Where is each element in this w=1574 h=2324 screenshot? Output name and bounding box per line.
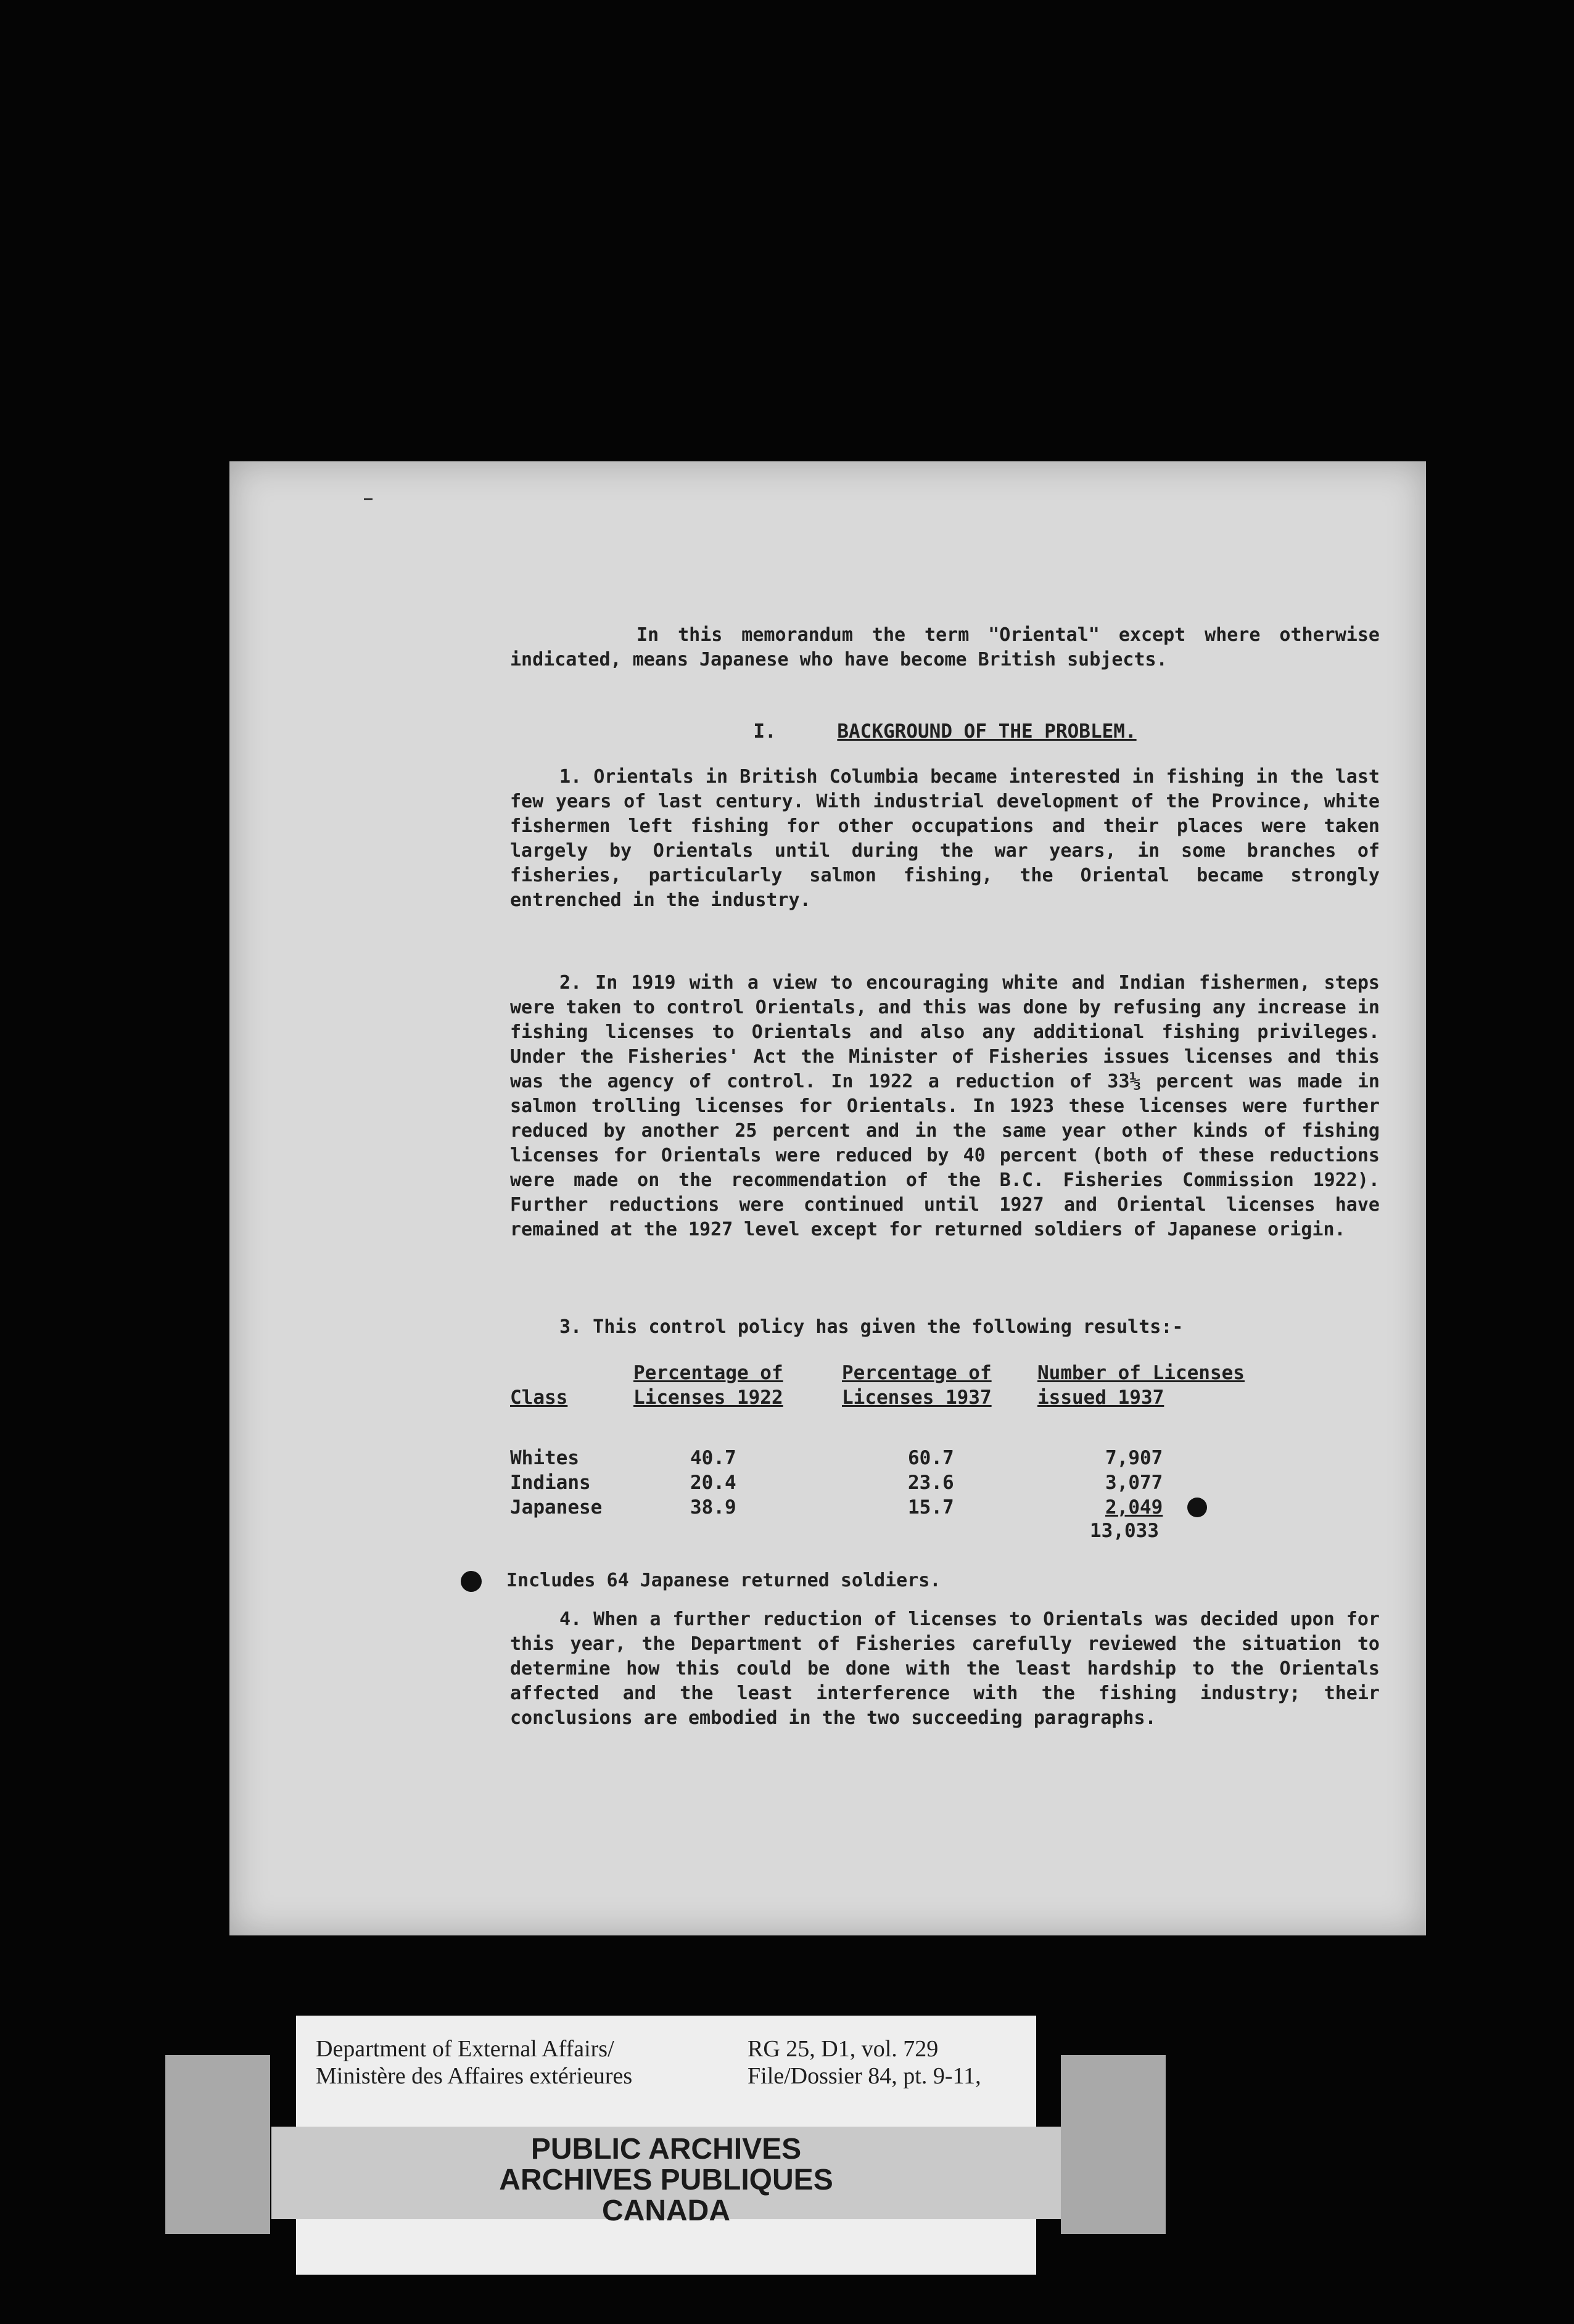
footnote-marker-icon [1187,1498,1207,1517]
document-page [229,461,1426,1935]
table-header-1922: Percentage of Licenses 1922 [633,1362,783,1409]
intro-paragraph: In this memorandum the term "Oriental" except where otherwise indicated, means Japanese who have become British subjects. [510,624,1380,670]
public-archives-stamp [419,2134,913,2227]
file-dossier: File/Dossier 84, pt. 9-11, [748,2063,981,2089]
table-cell: 3,077 [1105,1472,1163,1494]
table-cell: 60.7 [908,1447,954,1469]
table-cell: Japanese [510,1496,603,1518]
section-number: I. [753,720,777,743]
table-cell: 7,907 [1105,1447,1163,1469]
archive-label-department [316,2035,632,2090]
stamp-line: CANADA [602,2194,730,2227]
table-header-licenses: Number of Licenses issued 1937 [1037,1362,1245,1409]
table-cell: 23.6 [908,1472,954,1494]
department-english: Department of External Affairs/ [316,2036,614,2062]
label-mount-left [165,2055,270,2234]
table-header-class: Class [510,1387,568,1409]
footnote-text: Includes 64 Japanese returned soldiers. [506,1570,941,1591]
table-cell: 15.7 [908,1496,954,1518]
page-tick-mark [364,498,373,500]
table-total: 13,033 [1090,1520,1159,1542]
table-cell: 40.7 [690,1447,736,1469]
section-title: BACKGROUND OF THE PROBLEM. [837,720,1137,743]
section-heading [510,719,1380,744]
paragraph-4: 4. When a further reduction of licenses to Orientals was decided upon for this year, the Department of Fisheries carefully reviewed the situation to determine how this could be done with the least hardship to the Orientals affected and the least interference with the fishing industry; their conclusions are embodied in the two succeeding paragraphs. [510,1609,1380,1729]
record-group: RG 25, D1, vol. 729 [748,2036,939,2062]
stamp-line: PUBLIC ARCHIVES [530,2133,802,2165]
label-mount-right [1061,2055,1166,2234]
stamp-line: ARCHIVES PUBLIQUES [499,2164,833,2196]
table-cell: Whites [510,1447,579,1469]
table-cell: Indians [510,1472,591,1494]
table-header-1937: Percentage of Licenses 1937 [842,1362,992,1409]
table-cell: 2,049 [1105,1496,1163,1518]
table-cell: 20.4 [690,1472,736,1494]
paragraph-1: 1. Orientals in British Columbia became interested in fishing in the last few years of last century. With industrial development of the Province, white fishermen left fishing for other occupations and their places were taken largely by Orientals until during the war years, in some branches of fisheries, particularly salmon fishing, the Oriental became strongly entrenched in the industry. [510,766,1380,911]
archive-label-reference [748,2035,981,2090]
table-cell: 38.9 [690,1496,736,1518]
footnote-marker-icon [461,1571,482,1592]
footnote [461,1568,1386,1593]
department-french: Ministère des Affaires extérieures [316,2063,633,2089]
paragraph-2: 2. In 1919 with a view to encouraging white and Indian fishermen, steps were taken to control Orientals, and this was done by refusing any increase in fishing licenses to Orientals and also any additional fishing privileges. Under the Fisheries' Act the Minister of Fisheries issues licenses and this was the agency of control. In 1922 a reduction of 33⅓ percent was made in salmon trolling licenses for Orientals. In 1923 these licenses were further reduced by another 25 percent and in the same year other kinds of fishing licenses for Orientals were reduced by 40 percent (both of these reductions were made on the recommendation of the B.C. Fisheries Commission 1922). Further reductions were continued until 1927 and Oriental licenses have remained at the 1927 level except for returned soldiers of Japanese origin. [510,972,1380,1240]
paragraph-3: 3. This control policy has given the following results:- [559,1316,1184,1338]
